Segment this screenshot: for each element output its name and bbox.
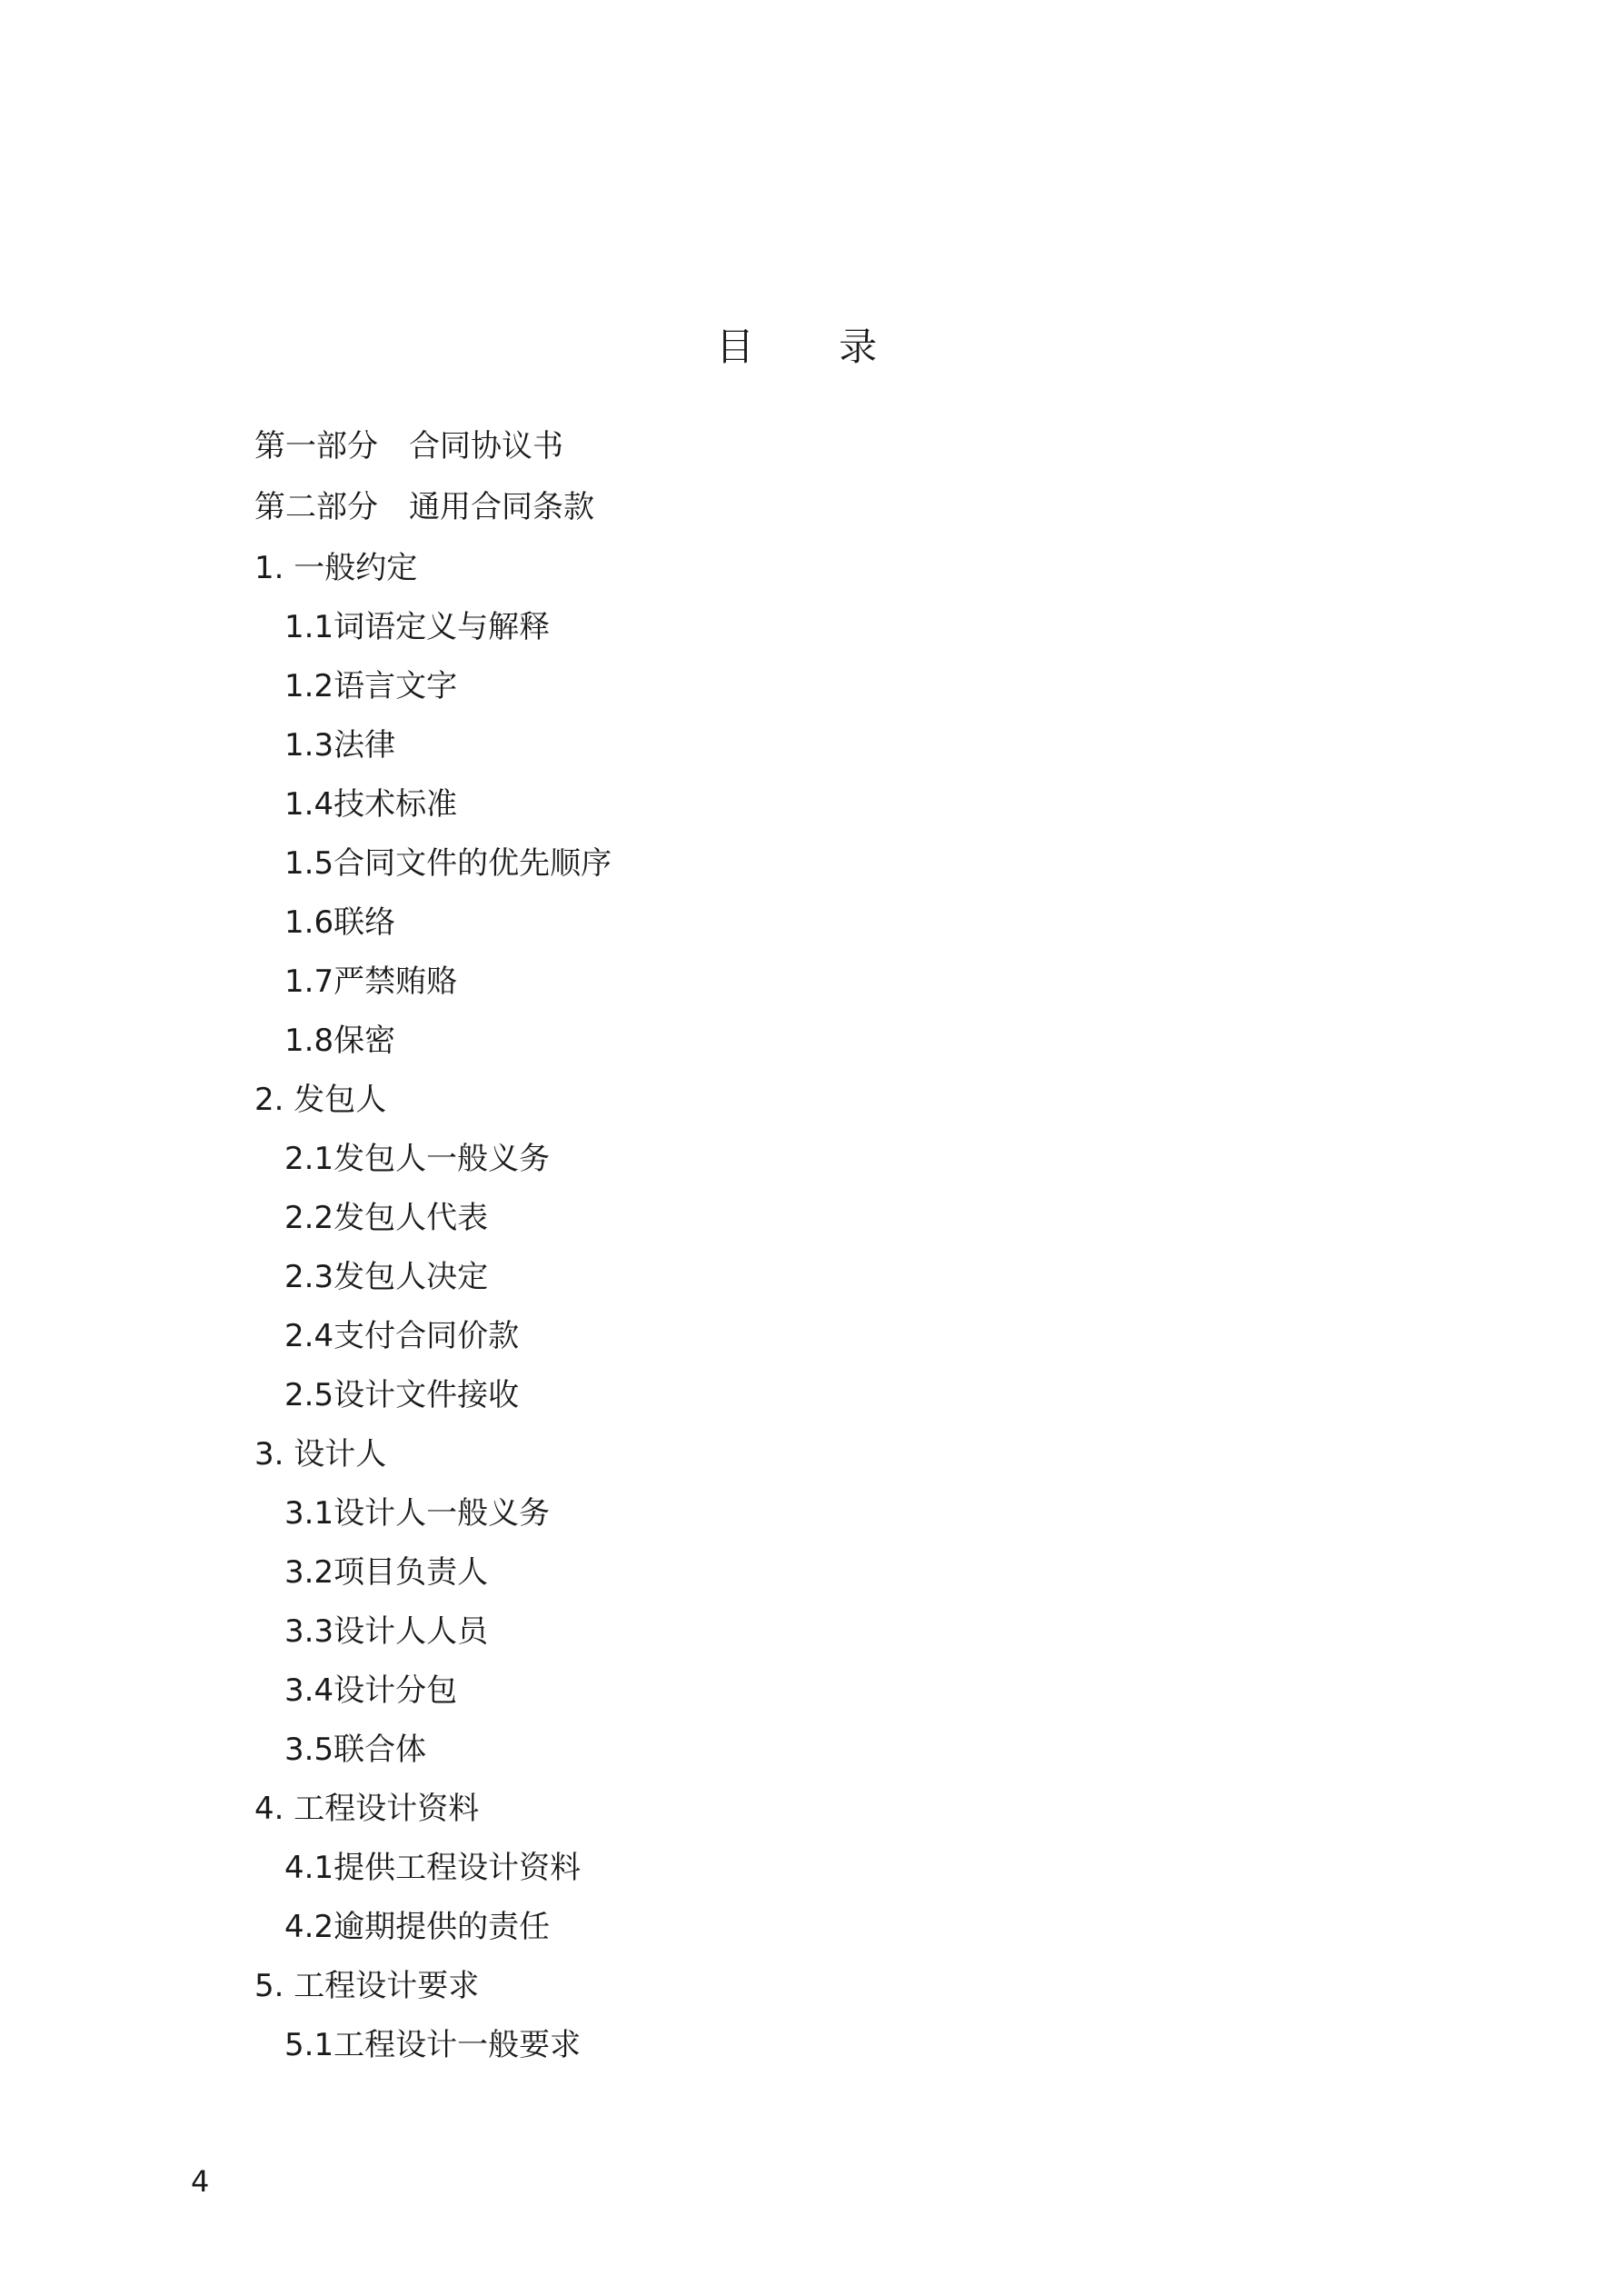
toc-section-entry[interactable]: 1.4技术标准 [284, 786, 458, 823]
toc-section-entry[interactable]: 3.1设计人一般义务 [284, 1495, 551, 1532]
toc-section-entry[interactable]: 2.5设计文件接收 [284, 1377, 520, 1413]
table-of-contents [254, 425, 1345, 2083]
part-number: 第一部分 [254, 428, 378, 464]
toc-section-entry[interactable]: 1.1词语定义与解释 [284, 609, 551, 645]
part-name: 合同协议书 [409, 428, 563, 464]
toc-section-entry[interactable]: 5.1工程设计一般要求 [284, 2027, 582, 2063]
toc-section-entry[interactable]: 3.5联合体 [284, 1732, 427, 1768]
toc-chapter-entry[interactable]: 2. 发包人 [254, 1082, 387, 1118]
toc-section-entry[interactable]: 3.2项目负责人 [284, 1554, 489, 1591]
toc-chapter-entry[interactable]: 4. 工程设计资料 [254, 1791, 480, 1827]
toc-entries [254, 547, 1345, 2083]
toc-section-entry[interactable]: 3.3设计人人员 [284, 1613, 489, 1650]
toc-section-entry[interactable]: 4.2逾期提供的责任 [284, 1909, 551, 1945]
toc-section-entry[interactable]: 1.2语言文字 [284, 668, 458, 704]
toc-part-1[interactable] [254, 425, 1345, 486]
toc-section-entry[interactable]: 3.4设计分包 [284, 1672, 458, 1709]
toc-section-entry[interactable]: 2.1发包人一般义务 [284, 1141, 551, 1177]
toc-section-entry[interactable]: 2.2发包人代表 [284, 1200, 489, 1236]
toc-section-entry[interactable]: 1.5合同文件的优先顺序 [284, 845, 612, 882]
page-number: 4 [191, 2164, 210, 2199]
toc-chapter-entry[interactable]: 3. 设计人 [254, 1436, 387, 1472]
toc-section-entry[interactable]: 1.3法律 [284, 727, 396, 764]
toc-section-entry[interactable]: 1.7严禁贿赂 [284, 963, 458, 1000]
toc-chapter-entry[interactable]: 1. 一般约定 [254, 550, 418, 586]
toc-section-entry[interactable]: 1.6联络 [284, 904, 396, 941]
toc-section-entry[interactable]: 2.3发包人决定 [284, 1259, 489, 1295]
toc-part-2[interactable] [254, 486, 1345, 547]
toc-chapter-entry[interactable]: 5. 工程设计要求 [254, 1968, 480, 2004]
part-number: 第二部分 [254, 489, 378, 525]
toc-section-entry[interactable]: 1.8保密 [284, 1023, 396, 1059]
toc-section-entry[interactable]: 4.1提供工程设计资料 [284, 1850, 582, 1886]
toc-section-entry[interactable]: 2.4支付合同价款 [284, 1318, 520, 1354]
page-title: 目 录 [715, 324, 914, 369]
part-name: 通用合同条款 [409, 489, 594, 525]
